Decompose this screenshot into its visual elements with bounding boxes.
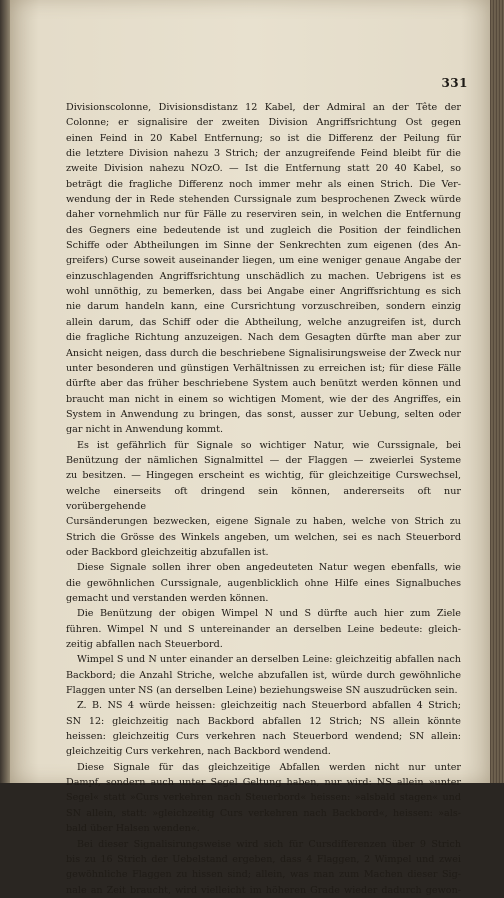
text-line: bald über Halsen wenden«. — [66, 823, 200, 835]
text-line: gewöhnliche Flaggen zu hissen sind; allein, was man zum Machen dieser Sig- — [66, 869, 461, 881]
body-text — [66, 100, 461, 898]
text-line: gar nicht in Anwendung kommt. — [66, 424, 224, 436]
text-line: System in Anwendung zu bringen, das sonst, ausser zur Uebung, selten oder — [66, 408, 461, 420]
text-line: welche einerseits oft dringend sein können, andererseits oft nur vorübergehende — [66, 485, 461, 512]
text-line: Backbord; die Anzahl Striche, welche abzufallen ist, würde durch gewöhnliche — [66, 669, 461, 681]
text-line: bis zu 16 Strich der Uebelstand ergeben, dass 4 Flaggen, 2 Wimpel und zwei — [66, 853, 461, 865]
text-line: die letztere Division nahezu 3 Strich; der anzugreifende Feind bleibt für die — [66, 148, 461, 160]
text-line: allein darum, das Schiff oder die Abtheilung, welche anzugreifen ist, durch — [66, 316, 461, 328]
text-line: Dampf, sondern auch unter Segel Geltung haben, nur wird: NS allein »unter — [66, 777, 461, 789]
text-line: Z. B. NS 4 würde heissen: gleichzeitig nach Steuerbord abfallen 4 Strich; — [77, 700, 461, 712]
text-line: heissen: gleichzeitig Curs verkehren nach Steuerbord wendend; SN allein: — [66, 731, 461, 743]
text-line: Bei dieser Signalisirungsweise wird sich für Cursdifferenzen über 9 Strich — [77, 838, 461, 850]
text-line: Strich die Grösse des Winkels angeben, um welchen, sei es nach Steuerbord — [66, 531, 461, 543]
text-line: Diese Signale für das gleichzeitige Abfallen werden nicht nur unter — [77, 761, 461, 773]
page-number: 331 — [441, 76, 468, 90]
text-line: wohl unnöthig, zu bemerken, dass bei Angabe einer Angriffsrichtung es sich — [66, 286, 461, 298]
text-line: einzuschlagenden Angriffsrichtung unschädlich zu machen. Uebrigens ist es — [66, 270, 461, 282]
text-line: gemacht und verstanden werden können. — [66, 593, 269, 604]
text-line: SN 12: gleichzeitig nach Backbord abfallen 12 Strich; NS allein könnte — [66, 715, 461, 727]
text-line: Diese Signale sollen ihrer oben angedeuteten Natur wegen ebenfalls, wie — [77, 562, 461, 574]
text-line: zeitig abfallen nach Steuerbord. — [66, 639, 223, 651]
text-line: unter besonderen und günstigen Verhältnissen zu erreichen ist; für diese Fälle — [66, 362, 461, 374]
book-spine-shadow — [0, 0, 10, 783]
text-line: dürfte aber das früher beschriebene System auch benützt werden können und — [66, 378, 461, 390]
text-line: nie darum handeln kann, eine Cursrichtung vorzuschreiben, sondern einzig — [66, 301, 461, 313]
text-line: die gewöhnlichen Curssignale, augenblicklich ohne Hilfe eines Signalbuches — [66, 577, 461, 589]
text-line: Divisionscolonne, Divisionsdistanz 12 Kabel, der Admiral an der Tête der — [66, 102, 461, 113]
text-line: Flaggen unter NS (an derselben Leine) beziehungsweise SN auszudrücken sein. — [66, 685, 458, 697]
text-line: oder Backbord gleichzeitig abzufallen ist. — [66, 546, 269, 558]
text-line: gleichzeitig Curs verkehren, nach Backbord wendend. — [66, 746, 331, 758]
page-stack-edge — [490, 0, 504, 783]
text-line: Benützung der nämlichen Signalmittel — der Flaggen — zweierlei Systeme — [66, 454, 461, 466]
text-line: greifers) Curse soweit auseinander liegen, um eine weniger genaue Angabe der — [66, 255, 461, 267]
text-line: Die Benützung der obigen Wimpel N und S dürfte auch hier zum Ziele — [77, 608, 461, 620]
text-line: Wimpel S und N unter einander an derselben Leine: gleichzeitig abfallen nach — [77, 654, 461, 666]
text-line: SN allein, statt: »gleichzeitig Curs verkehren nach Backbord«, heissen: »als- — [66, 807, 461, 819]
text-line: Segel« statt »Curs verkehren nach Steuerbord« heissen: »alsbald stagen« und — [66, 792, 461, 804]
text-line: zweite Division nahezu NOzO. — Ist die Entfernung statt 20 40 Kabel, so — [66, 163, 461, 175]
text-line: Colonne; er signalisire der zweiten Division Angriffsrichtung Ost gegen — [66, 117, 461, 129]
text-line: die fragliche Richtung anzuzeigen. Nach dem Gesagten dürfte man aber zur — [66, 332, 461, 344]
text-line: Cursänderungen bezwecken, eigene Signale zu haben, welche von Strich zu — [66, 516, 461, 528]
text-line: des Gegners eine bedeutende ist und zugleich die Position der feindlichen — [66, 224, 461, 236]
text-line: führen. Wimpel N und S untereinander an derselben Leine bedeute: gleich- — [66, 623, 461, 635]
text-line: wendung der in Rede stehenden Curssignale zum besprochenen Zweck würde — [66, 194, 461, 206]
text-line: braucht man nicht in einem so wichtigen Moment, wie der des Angriffes, ein — [66, 393, 461, 405]
text-line: einen Feind in 20 Kabel Entfernung; so ist die Differenz der Peilung für — [66, 132, 461, 144]
text-line: Ansicht neigen, dass durch die beschriebene Signalisirungsweise der Zweck nur — [66, 347, 461, 359]
text-line: beträgt die fragliche Differenz noch immer mehr als einen Strich. Die Ver- — [66, 178, 461, 190]
text-line: Es ist gefährlich für Signale so wichtiger Natur, wie Curssignale, bei — [77, 439, 461, 451]
text-line: Schiffe oder Abtheilungen im Sinne der Senkrechten zum eigenen (des An- — [66, 240, 461, 252]
text-line: nale an Zeit braucht, wird vielleicht im höheren Grade wieder dadurch gewon- — [66, 884, 461, 896]
text-line: zu besitzen. — Hingegen erscheint es wichtig, für gleichzeitige Curswechsel, — [66, 470, 461, 482]
text-line: daher vornehmlich nur für Fälle zu reserviren sein, in welchen die Entfernung — [66, 209, 461, 221]
